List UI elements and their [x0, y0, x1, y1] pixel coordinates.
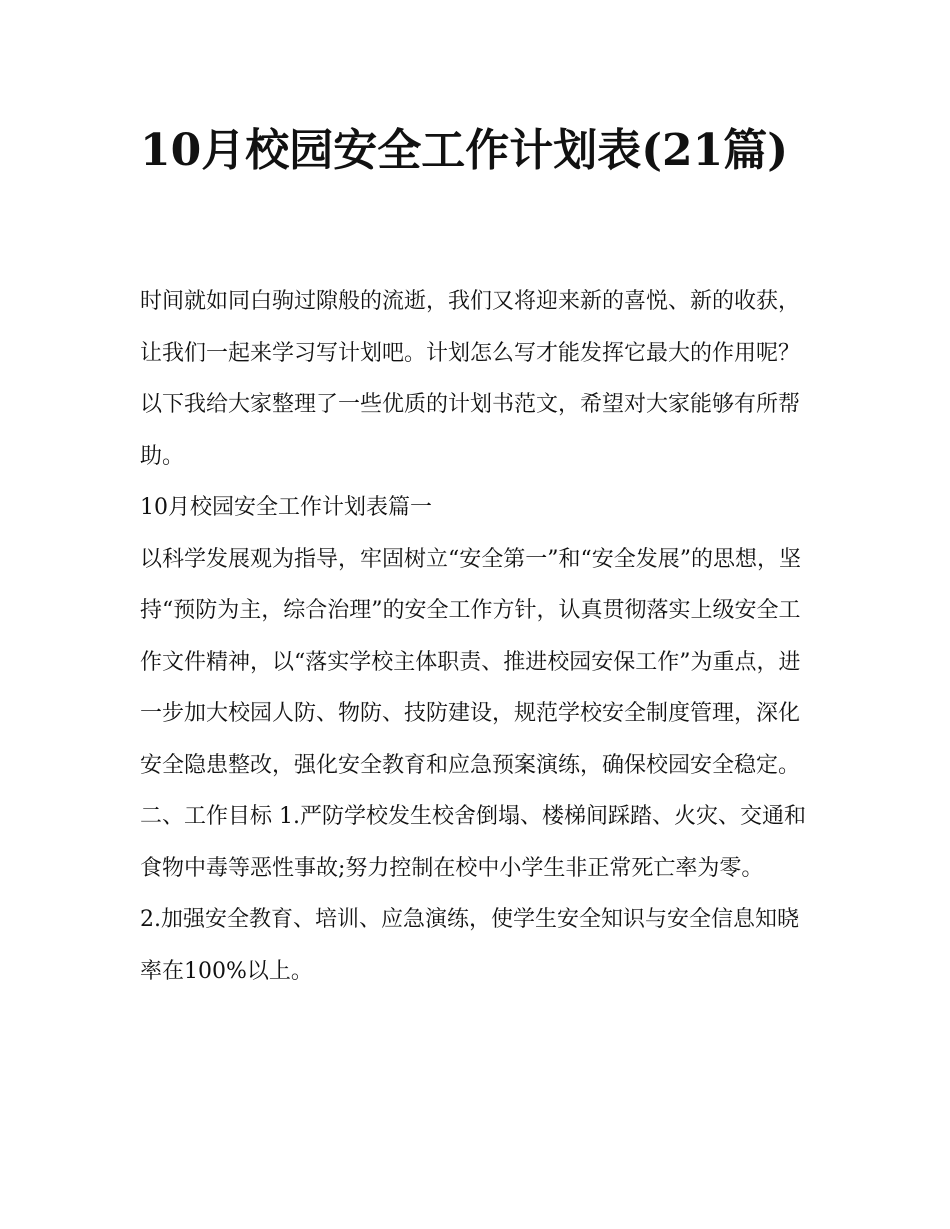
document-body [140, 276, 812, 997]
document-title: 10月校园安全工作计划表(21篇) [140, 125, 789, 176]
guiding-ideology-paragraph: 以科学发展观为指导，牢固树立“安全第一”和“安全发展”的思想，坚持“预防为主，综合治理”的安全工作方针，认真贯彻落实上级安全工作文件精神，以“落实学校主体职责、推进校园安保工作”为重点，进一步加大校园人防、物防、技防建设，规范学校安全制度管理，深化安全隐患整改，强化安全教育和应急预案演练，确保校园安全稳定。 [140, 546, 801, 778]
intro-paragraph: 时间就如同白驹过隙般的流逝，我们又将迎来新的喜悦、新的收获，让我们一起来学习写计划吧。计划怎么写才能发挥它最大的作用呢？以下我给大家整理了一些优质的计划书范文，希望对大家能够有所帮助。 [140, 289, 801, 469]
section-heading: 10月校园安全工作计划表篇一 [140, 495, 432, 520]
goal-two-paragraph: 2.加强安全教育、培训、应急演练，使学生安全知识与安全信息知晓率在100%以上。 [140, 907, 799, 984]
work-goals-paragraph: 二、工作目标 1.严防学校发生校舍倒塌、楼梯间踩踏、火灾、交通和食物中毒等恶性事故;努力控制在校中小学生非正常死亡率为零。 [140, 804, 806, 881]
